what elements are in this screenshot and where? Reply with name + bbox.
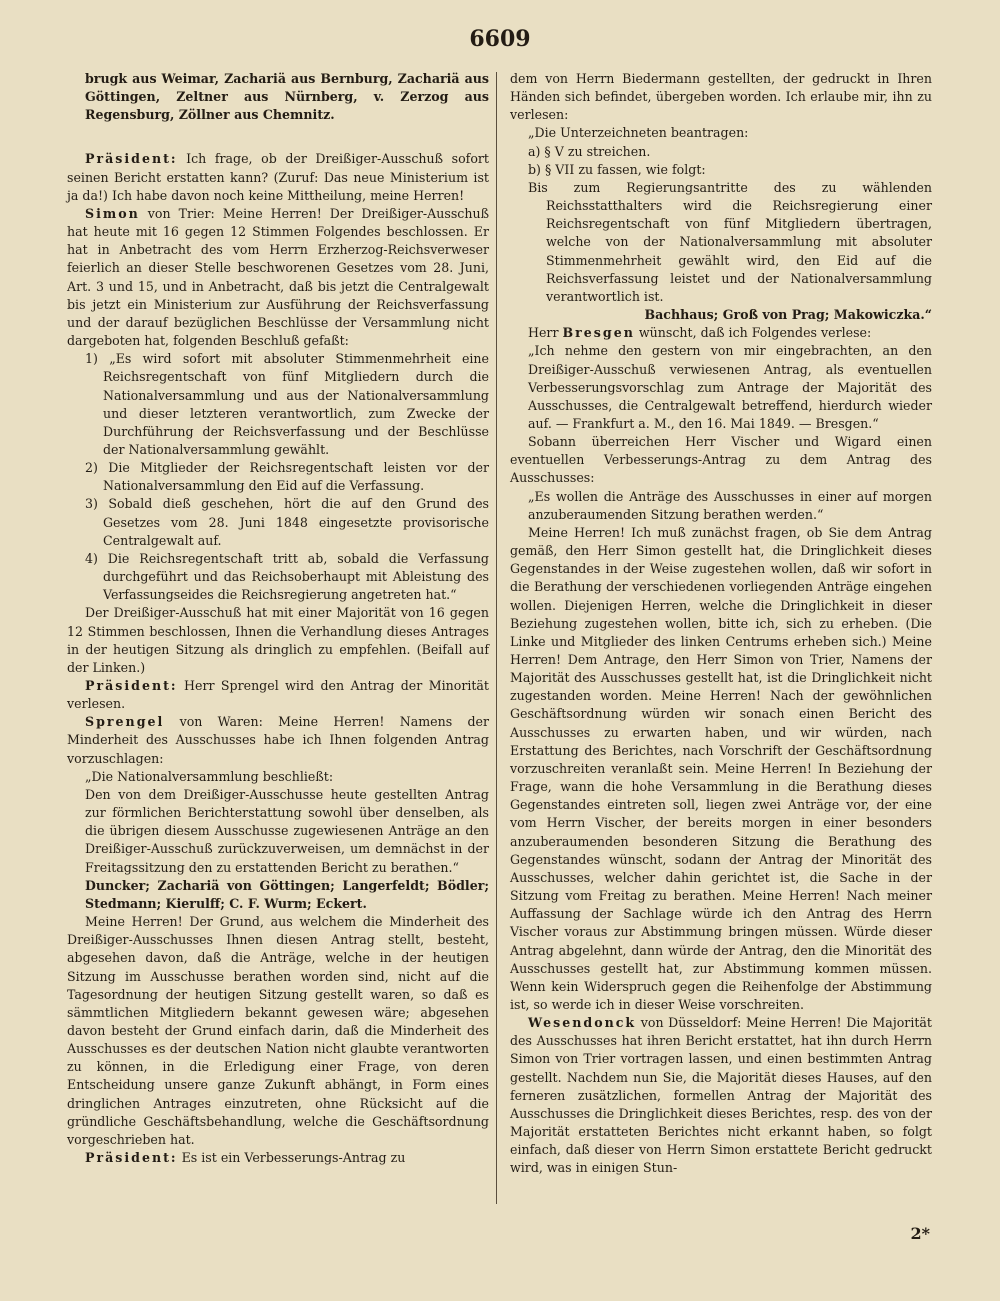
paragraph: dem von Herrn Biedermann gestellten, der gedruckt in Ihren Händen sich befindet, übergeben worden. Ich erlaube mir, ihn zu verlesen: bbox=[510, 71, 932, 123]
quote-text: „Es wollen die Anträge des Ausschusses in einer auf morgen anzuberaumenden Sitzung berathen werden.“ bbox=[528, 488, 932, 522]
quote-text: „Ich nehme den gestern von mir eingebrachten, an den Dreißiger-Ausschuß verwiesenen Antrag, als eventuellen Verbesserungsvorschlag zum Antrage der Majorität des Ausschusses, die Centralgewalt betreffend, hierdurch wieder auf. — Frankfurt a. M., den 16. Mai 1849. — Bresgen.“ bbox=[528, 343, 932, 431]
paragraph: Der Dreißiger-Ausschuß hat mit einer Majorität von 16 gegen 12 Stimmen beschlossen, Ihnen die Verhandlung dieses Antrages in der heutigen Sitzung als dringlich zu empfehlen. (Beifall auf der Linken.) bbox=[67, 605, 489, 675]
column-divider bbox=[496, 72, 497, 1204]
signatories: Duncker; Zachariä von Göttingen; Langerfeldt; Bödler; Stedmann; Kierulff; C. F. Wurm; Eckert. bbox=[85, 877, 489, 911]
motion-item: 2) Die Mitglieder der Reichsregentschaft leisten vor der Nationalversammlung den Eid auf die Verfassung. bbox=[85, 460, 489, 494]
paragraph bbox=[67, 150, 489, 204]
quote-heading: „Die Nationalversammlung beschließt: bbox=[85, 768, 334, 784]
paragraph bbox=[67, 205, 489, 350]
paragraph-text: Herr Sprengel wird den Antrag der Minorität verlesen. bbox=[67, 678, 489, 712]
motion-item: 1) „Es wird sofort mit absoluter Stimmenmehrheit eine Reichsregentschaft von fünf Mitgliedern durch die Nationalversammlung und aus der Nationalversammlung und dieser letzteren verantwortlich, zum Zwecke der Durchführung der Reichsverfassung und der Beschlüsse der Nationalversammlung gewählt. bbox=[85, 351, 489, 457]
paragraph: Meine Herren! Der Grund, aus welchem die Minderheit des Dreißiger-Ausschusses Ihnen diesen Antrag stellt, besteht, abgesehen davon, daß die Anträge, welche in der heutigen Sitzung im Ausschusse berathen worden sind, nicht auf die Tagesordnung der heutigen Sitzung gestellt waren, so daß es sämmtlichen Mitgliedern bekannt gewesen wäre; abgesehen davon besteht der Grund einfach darin, daß die Minderheit des Ausschusses es der deutschen Nation nicht glaubte verantworten zu können, in die Erledigung einer Frage, von deren Entscheidung unsere ganze Zukunft abhängt, in Form eines dringlichen Antrages einzutreten, ohne Rücksicht auf die gründliche Geschäftsbehandlung, welche die Geschäftsordnung vorgeschrieben hat. bbox=[67, 914, 489, 1147]
speaker-name: Sprengel bbox=[85, 714, 165, 730]
motion-item: 3) Sobald dieß geschehen, hört die auf den Grund des Gesetzes vom 28. Juni 1848 eingesetzte provisorische Centralgewalt auf. bbox=[85, 496, 489, 548]
paragraph-text: Ich frage, ob der Dreißiger-Ausschuß sofort seinen Bericht erstatten kann? (Zuruf: Das neue Ministerium ist ja da!) Ich habe davon noch keine Mittheilung, meine Herren! bbox=[67, 151, 489, 203]
spacer bbox=[67, 124, 489, 150]
speaker-name: Präsident: bbox=[85, 1150, 178, 1166]
paragraph-text: von Waren: Meine Herren! Namens der Minderheit des Ausschusses habe ich Ihnen folgenden Antrag vorzuschlagen: bbox=[67, 714, 489, 766]
quote-item: a) § V zu streichen. bbox=[528, 143, 651, 159]
paragraph bbox=[67, 1149, 489, 1167]
paragraph bbox=[67, 677, 489, 713]
vote-names-list: brugk aus Weimar, Zachariä aus Bernburg, Zachariä aus Göttingen, Zeltner aus Nürnberg, v. Zerzog aus Regensburg, Zöllner aus Chemnitz. bbox=[85, 71, 489, 123]
quote-text: Bis zum Regierungsantritte des zu wählenden Reichsstatthalters wird die Reichsregierung einer Reichsregentschaft von fünf Mitgliedern übertragen, welche von der Nationalversammlung mit absoluter Stimmenmehrheit gewählt wird, den Eid auf die Reichsverfassung leistet und der Nationalversammlung verantwortlich ist. bbox=[528, 179, 932, 304]
quote-heading: „Die Unterzeichneten beantragen: bbox=[528, 125, 749, 141]
right-column bbox=[510, 70, 932, 1178]
paragraph-text: von Düsseldorf: Meine Herren! Die Majorität des Ausschusses hat ihren Bericht erstattet, hat ihn durch Herrn Simon von Trier vortragen lassen, und einen bestimmten Antrag gestellt. Nachdem nun Sie, die Majorität dieses Hauses, auf den ferneren zusätzlichen, formellen Antrag der Majorität des Ausschusses die Dringlichkeit dieses Berichtes, resp. des von der Majorität erstatteten Berichtes nicht erkannt haben, so folgt einfach, daß dieser von Herrn Simon erstattete Bericht gedruckt wird, was in einigen Stun- bbox=[510, 1015, 932, 1176]
speaker-name: Präsident: bbox=[85, 151, 178, 167]
signatories: Bachhaus; Groß von Prag; Makowiczka.“ bbox=[644, 307, 932, 323]
paragraph bbox=[67, 713, 489, 767]
paragraph bbox=[510, 324, 932, 342]
paragraph: Meine Herren! Ich muß zunächst fragen, ob Sie dem Antrag gemäß, den Herr Simon gestellt hat, die Dringlichkeit dieses Gegenstandes in der Weise zugestehen wollen, daß wir sofort in die Berathung der verschiedenen vorliegenden Anträge eingehen wollen. Diejenigen Herren, welche die Dringlichkeit in dieser Beziehung zugestehen wollen, bitte ich, sich zu erheben. (Die Linke und Mitglieder des linken Centrums erheben sich.) Meine Herren! Dem Antrage, den Herr Simon von Trier, Namens der Majorität des Ausschusses gestellt hat, ist die Dringlichkeit nicht zugestanden worden. Meine Herren! Nach der gewöhnlichen Geschäftsordnung würden wir sonach einen Bericht des Ausschusses zu erwarten haben, und wir würden, nach Erstattung des Berichtes, nach Vorschrift der Geschäftsordnung vorzuschreiten veranlaßt sein. Meine Herren! In Beziehung der Frage, wann die hohe Versammlung in die Berathung dieses Gegenstandes eintreten soll, liegen zwei Anträge vor, der eine vom Herrn Vischer, der bereits morgen in einer besonders anzuberaumenden besonderen Sitzung die Berathung des Gegenstandes wünscht, sodann der Antrag der Minorität des Ausschusses, welcher dahin gerichtet ist, die Sache in der Sitzung vom Freitag zu berathen. Meine Herren! Nach meiner Auffassung der Sachlage würde ich den Antrag des Herrn Vischer voraus zur Abstimmung bringen müssen. Würde dieser Antrag abgelehnt, dann würde der Antrag, den die Minorität des Ausschusses gestellt hat, zur Abstimmung kommen müssen. Wenn kein Widerspruch gegen die Reihenfolge der Abstimmung ist, so werde ich in dieser Weise vorschreiten. bbox=[510, 524, 932, 1012]
motion-item: 4) Die Reichsregentschaft tritt ab, sobald die Verfassung durchgeführt und das Reichsoberhaupt mit Ableistung des Verfassungseides die Reichsregierung angetreten hat.“ bbox=[85, 550, 489, 603]
paragraph: Sobann überreichen Herr Vischer und Wigard einen eventuellen Verbesserungs-Antrag zu dem Antrag des Ausschusses: bbox=[510, 434, 932, 486]
speaker-name: Bresgen bbox=[562, 325, 635, 341]
signature-mark: 2* bbox=[910, 1224, 930, 1243]
paragraph-text: von Trier: Meine Herren! Der Dreißiger-Ausschuß hat heute mit 16 gegen 12 Stimmen Folgendes beschlossen. Er hat in Anbetracht des vom Herrn Erzherzog-Reichsverweser feierlich an dieser Stelle beschworenen Gesetzes vom 28. Juni, Art. 3 und 15, und in Anbetracht, daß bis jetzt die Centralgewalt bis jetzt ein Ministerium zur Ausführung der Reichsverfassung und der darauf bezüglichen Beschlüsse der Versammlung nicht dargeboten hat, folgenden Beschluß gefaßt: bbox=[67, 205, 489, 349]
speaker-name: Wesendonck bbox=[528, 1015, 637, 1031]
quote-text: Den von dem Dreißiger-Ausschusse heute gestellten Antrag zur förmlichen Berichterstattung sowohl über denselben, als die übrigen diesem Ausschusse zugewiesenen Anträge an den Dreißiger-Ausschuß zurückzuverweisen, um demnächst in der Freitagssitzung den zu erstattenden Bericht zu berathen.“ bbox=[85, 786, 489, 875]
left-column bbox=[67, 70, 489, 1167]
title-word: Herr bbox=[528, 325, 559, 341]
speaker-name: Simon bbox=[85, 205, 140, 221]
paragraph-text: Es ist ein Verbesserungs-Antrag zu bbox=[181, 1150, 406, 1166]
speaker-name: Präsident: bbox=[85, 678, 178, 693]
paragraph-text: wünscht, daß ich Folgendes verlese: bbox=[638, 325, 872, 341]
page-number: 6609 bbox=[469, 26, 531, 52]
paragraph bbox=[510, 1014, 932, 1177]
quote-item: b) § VII zu fassen, wie folgt: bbox=[528, 161, 706, 177]
